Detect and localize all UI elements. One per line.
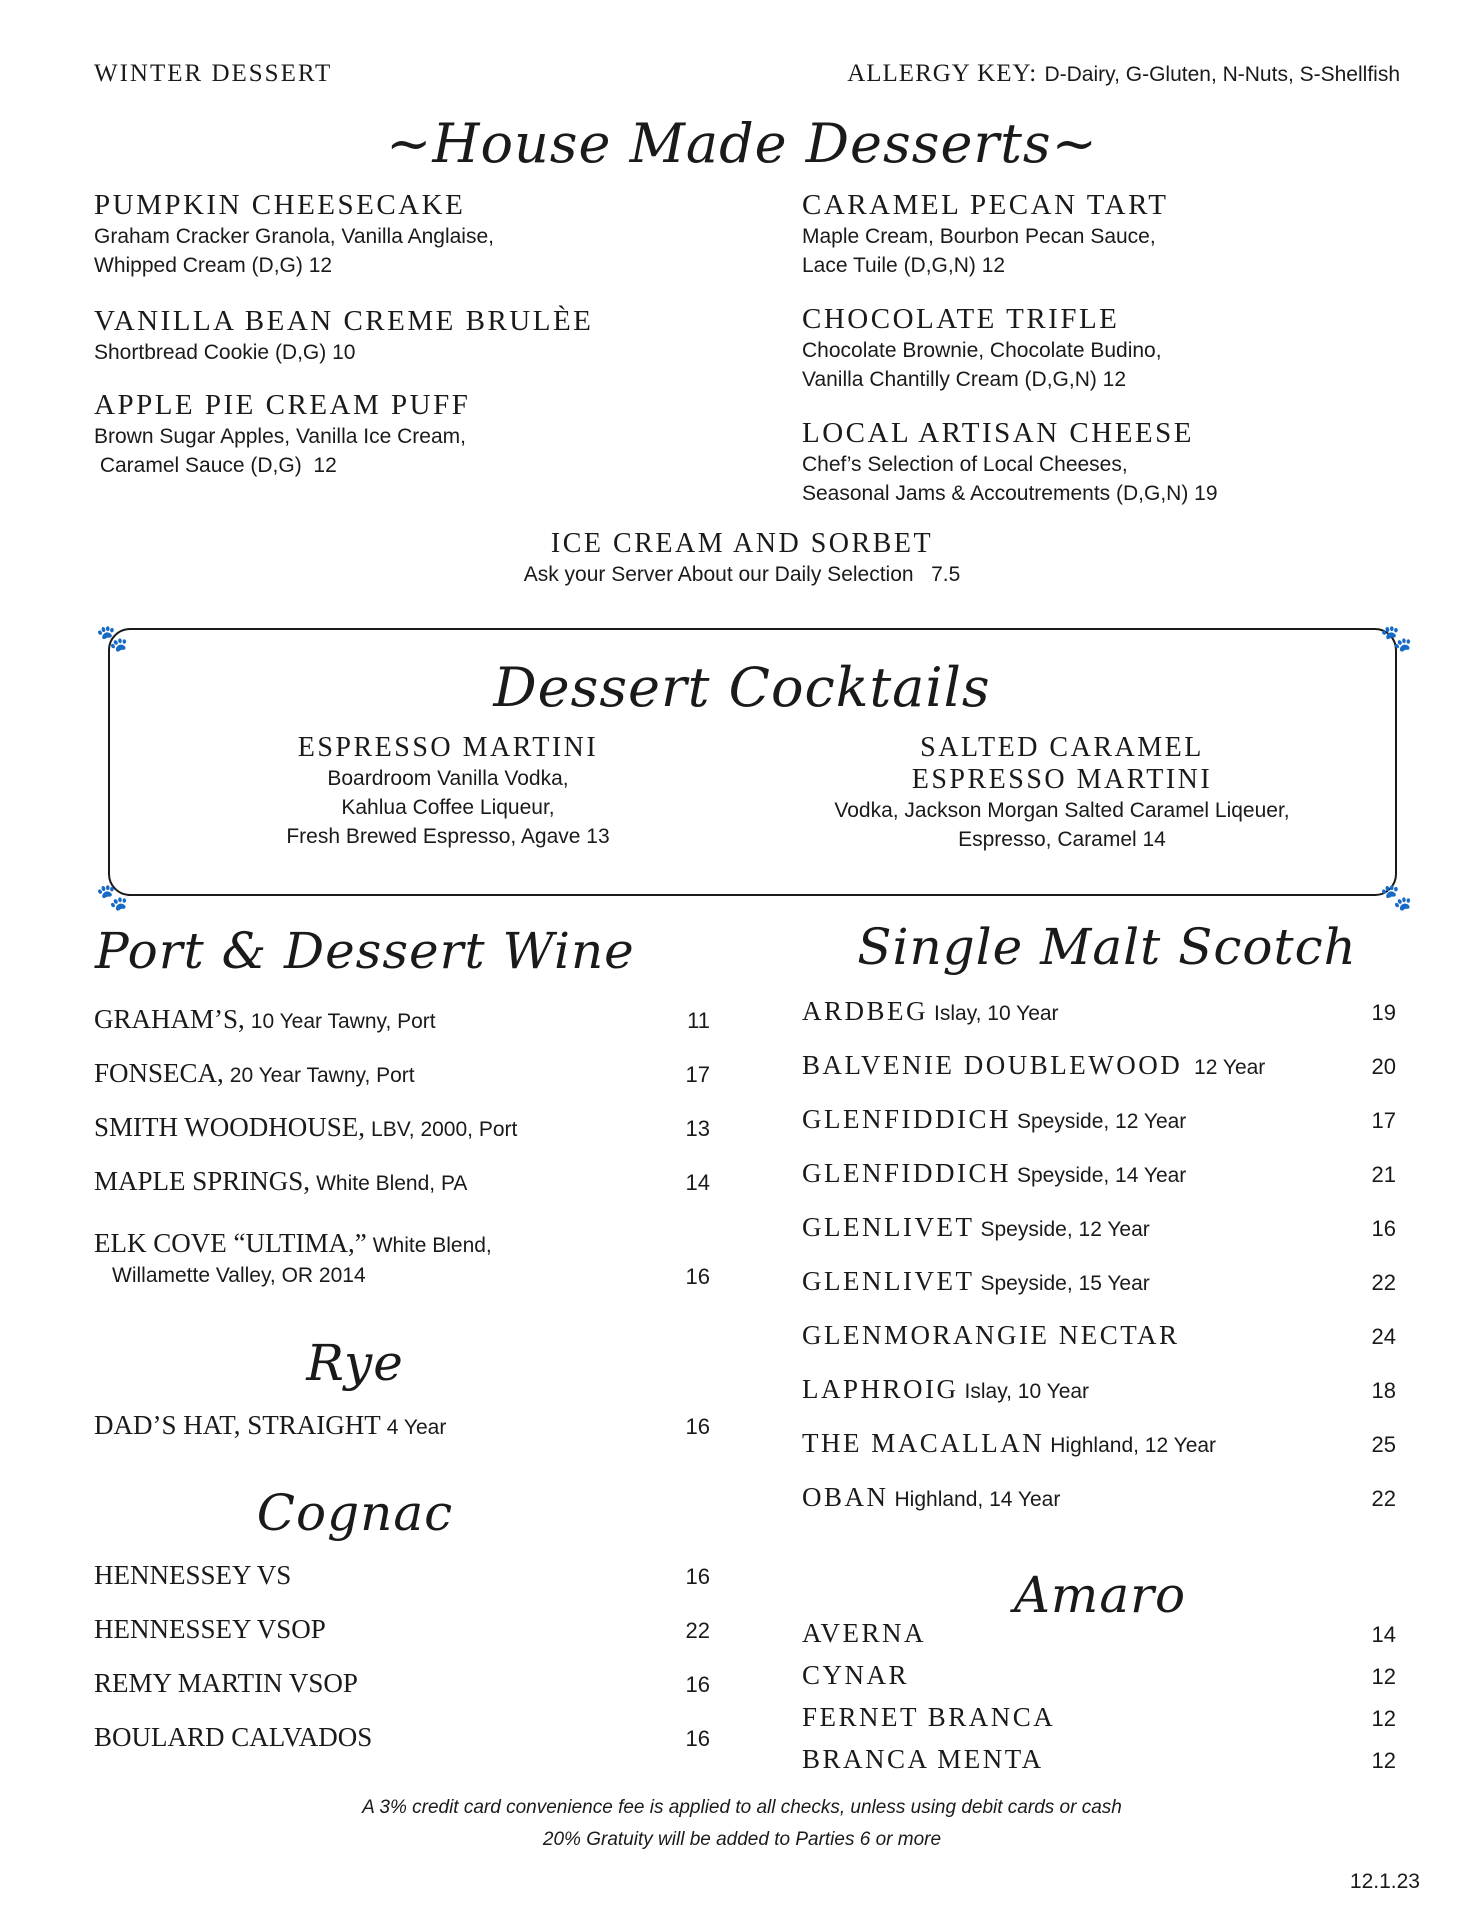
dessert-item bbox=[94, 388, 654, 480]
dessert-name: CHOCOLATE TRIFLE bbox=[802, 303, 1120, 335]
drink-name: DAD’S HAT, STRAIGHT bbox=[94, 1410, 381, 1440]
drink-desc: 10 Year Tawny, Port bbox=[250, 1010, 436, 1033]
ice-cream-sorbet-item bbox=[0, 528, 1484, 589]
drink-name: BALVENIE DOUBLEWOOD bbox=[802, 1050, 1183, 1080]
list-item bbox=[94, 1058, 415, 1089]
drink-price: 22 bbox=[1371, 1270, 1396, 1295]
cocktail-desc: Fresh Brewed Espresso, Agave 13 bbox=[286, 825, 610, 848]
cocktail-name: ESPRESSO MARTINI bbox=[911, 764, 1213, 795]
dessert-desc: Graham Cracker Granola, Vanilla Anglaise, bbox=[94, 225, 494, 248]
drink-name: BRANCA MENTA bbox=[802, 1744, 1044, 1774]
drink-name: OBAN bbox=[802, 1482, 889, 1512]
dessert-desc: Shortbread Cookie (D,G) 10 bbox=[94, 341, 356, 364]
dessert-cocktails-title: Dessert Cocktails bbox=[493, 656, 991, 719]
list-item bbox=[802, 1660, 909, 1691]
dessert-item bbox=[94, 188, 654, 280]
dessert-desc: Vanilla Chantilly Cream (D,G,N) 12 bbox=[802, 368, 1127, 391]
drink-price: 22 bbox=[685, 1618, 710, 1643]
drink-price: 16 bbox=[685, 1672, 710, 1697]
drink-price: 11 bbox=[687, 1008, 710, 1033]
gratuity-note: 20% Gratuity will be added to Parties 6 or more bbox=[542, 1829, 942, 1850]
dessert-item bbox=[802, 188, 1362, 280]
drink-price: 12 bbox=[1371, 1664, 1396, 1689]
drink-price: 21 bbox=[1371, 1162, 1396, 1187]
cocktail-item bbox=[772, 732, 1352, 854]
menu-season-title: WINTER DESSERT bbox=[94, 60, 333, 87]
drink-desc: 4 Year bbox=[386, 1416, 447, 1439]
dessert-name: LOCAL ARTISAN CHEESE bbox=[802, 417, 1194, 449]
cocktail-name: SALTED CARAMEL bbox=[920, 732, 1204, 763]
dessert-desc: Brown Sugar Apples, Vanilla Ice Cream, bbox=[94, 425, 466, 448]
dessert-desc: Seasonal Jams & Accoutrements (D,G,N) 19 bbox=[802, 482, 1218, 505]
drink-name: LAPHROIG bbox=[802, 1374, 959, 1404]
list-item bbox=[802, 1744, 1044, 1775]
drink-desc: Willamette Valley, OR 2014 bbox=[112, 1264, 366, 1287]
dessert-name: APPLE PIE CREAM PUFF bbox=[94, 389, 471, 421]
drink-desc: Speyside, 15 Year bbox=[980, 1272, 1150, 1295]
dessert-desc: Caramel Sauce (D,G) 12 bbox=[94, 454, 337, 477]
drink-desc: Speyside, 12 Year bbox=[980, 1218, 1150, 1241]
list-item bbox=[802, 1482, 1060, 1513]
amaro-title: Amaro bbox=[1013, 1566, 1187, 1624]
drink-name: GLENFIDDICH bbox=[802, 1104, 1011, 1134]
drink-name: FERNET BRANCA bbox=[802, 1702, 1056, 1732]
drink-desc: Highland, 12 Year bbox=[1050, 1434, 1217, 1457]
dessert-name: PUMPKIN CHEESECAKE bbox=[94, 189, 466, 221]
dessert-item bbox=[94, 304, 654, 367]
list-item bbox=[802, 1104, 1186, 1135]
cocktail-desc: Boardroom Vanilla Vodka, bbox=[327, 767, 569, 790]
list-item bbox=[802, 1618, 926, 1649]
cocktail-desc: Espresso, Caramel 14 bbox=[958, 828, 1166, 851]
list-item bbox=[94, 1614, 326, 1645]
list-item bbox=[94, 1668, 358, 1699]
list-item bbox=[802, 1320, 1180, 1351]
drink-name: HENNESSEY VS bbox=[94, 1560, 292, 1590]
dessert-name: ICE CREAM AND SORBET bbox=[550, 528, 934, 559]
drink-price: 16 bbox=[685, 1264, 710, 1289]
drink-name: HENNESSEY VSOP bbox=[94, 1614, 326, 1644]
list-item bbox=[802, 1702, 1055, 1733]
drink-desc: 12 Year bbox=[1188, 1056, 1266, 1079]
list-item bbox=[802, 1266, 1150, 1297]
cocktail-item bbox=[188, 732, 708, 851]
drink-desc: Speyside, 14 Year bbox=[1017, 1164, 1187, 1187]
drink-desc: Speyside, 12 Year bbox=[1017, 1110, 1187, 1133]
port-wine-title: Port & Dessert Wine bbox=[95, 922, 635, 980]
drink-price: 16 bbox=[685, 1414, 710, 1439]
menu-date: 12.1.23 bbox=[1349, 1870, 1420, 1893]
drink-desc: Islay, 10 Year bbox=[934, 1002, 1059, 1025]
list-item bbox=[94, 1112, 517, 1143]
rye-title: Rye bbox=[306, 1334, 404, 1392]
cognac-title: Cognac bbox=[256, 1484, 454, 1542]
cocktail-desc: Vodka, Jackson Morgan Salted Caramel Liqeuer, bbox=[834, 799, 1290, 822]
list-item bbox=[802, 1212, 1150, 1243]
drink-name: FONSECA, bbox=[94, 1058, 224, 1088]
drink-price: 20 bbox=[1371, 1054, 1396, 1079]
drink-name: GLENFIDDICH bbox=[802, 1158, 1011, 1188]
dessert-desc: Lace Tuile (D,G,N) 12 bbox=[802, 254, 1006, 277]
drink-name: AVERNA bbox=[802, 1618, 927, 1648]
cocktail-name: ESPRESSO MARTINI bbox=[297, 732, 599, 763]
dessert-item bbox=[802, 416, 1362, 508]
drink-desc: Islay, 10 Year bbox=[964, 1380, 1090, 1403]
drink-desc: White Blend, bbox=[372, 1234, 492, 1257]
drink-name: GLENLIVET bbox=[802, 1266, 975, 1296]
drink-price: 17 bbox=[685, 1062, 710, 1087]
paw-print-icon: 🐾 bbox=[1380, 882, 1413, 912]
drink-price: 17 bbox=[1371, 1108, 1396, 1133]
dessert-name: VANILLA BEAN CREME BRULÈE bbox=[94, 305, 594, 337]
drink-name: SMITH WOODHOUSE, bbox=[94, 1112, 366, 1142]
drink-price: 25 bbox=[1371, 1432, 1396, 1457]
list-item bbox=[94, 1410, 446, 1441]
list-item bbox=[802, 1428, 1216, 1459]
drink-name: CYNAR bbox=[802, 1660, 910, 1690]
drink-name: GLENLIVET bbox=[802, 1212, 975, 1242]
cocktail-desc: Kahlua Coffee Liqueur, bbox=[341, 796, 555, 819]
drink-price: 16 bbox=[685, 1726, 710, 1751]
drink-name: GLENMORANGIE NECTAR bbox=[802, 1320, 1180, 1350]
list-item bbox=[94, 1004, 436, 1035]
drink-price: 13 bbox=[685, 1116, 710, 1141]
allergy-key bbox=[847, 60, 1400, 88]
drink-price: 24 bbox=[1371, 1324, 1396, 1349]
list-item bbox=[94, 1228, 492, 1259]
drink-name: BOULARD CALVADOS bbox=[94, 1722, 373, 1752]
drink-price: 16 bbox=[1371, 1216, 1396, 1241]
drink-price: 12 bbox=[1371, 1748, 1396, 1773]
dessert-desc: Chef’s Selection of Local Cheeses, bbox=[802, 453, 1128, 476]
list-item bbox=[94, 1722, 372, 1753]
drink-price: 19 bbox=[1371, 1000, 1396, 1025]
drink-desc: LBV, 2000, Port bbox=[371, 1118, 518, 1141]
drink-desc: Highland, 14 Year bbox=[894, 1488, 1061, 1511]
drink-price: 12 bbox=[1371, 1706, 1396, 1731]
drink-price: 22 bbox=[1371, 1486, 1396, 1511]
dessert-desc: Ask your Server About our Daily Selection 7.5 bbox=[523, 563, 961, 586]
drink-desc: 20 Year Tawny, Port bbox=[229, 1064, 415, 1087]
drink-name: THE MACALLAN bbox=[802, 1428, 1045, 1458]
footer-note bbox=[0, 1792, 1484, 1856]
allergy-key-text: D-Dairy, G-Gluten, N-Nuts, S-Shellfish bbox=[1044, 63, 1400, 86]
dessert-desc: Whipped Cream (D,G) 12 bbox=[94, 254, 333, 277]
drink-name: MAPLE SPRINGS, bbox=[94, 1166, 311, 1196]
house-made-desserts-title: ~House Made Desserts~ bbox=[386, 112, 1098, 175]
drink-desc: White Blend, PA bbox=[316, 1172, 468, 1195]
drink-price: 14 bbox=[685, 1170, 710, 1195]
list-item bbox=[802, 996, 1059, 1027]
dessert-item bbox=[802, 302, 1362, 394]
dessert-desc: Chocolate Brownie, Chocolate Budino, bbox=[802, 339, 1162, 362]
list-item bbox=[802, 1374, 1089, 1405]
list-item bbox=[802, 1158, 1186, 1189]
paw-print-icon: 🐾 bbox=[96, 623, 129, 653]
drink-price: 16 bbox=[685, 1564, 710, 1589]
card-fee-note: A 3% credit card convenience fee is applied to all checks, unless using debit cards or cash bbox=[362, 1797, 1122, 1818]
drink-price: 14 bbox=[1371, 1622, 1396, 1647]
paw-print-icon: 🐾 bbox=[96, 882, 129, 912]
drink-name: ARDBEG bbox=[802, 996, 929, 1026]
allergy-key-label: ALLERGY KEY: bbox=[847, 60, 1038, 87]
drink-name: REMY MARTIN VSOP bbox=[94, 1668, 358, 1698]
dessert-desc: Maple Cream, Bourbon Pecan Sauce, bbox=[802, 225, 1156, 248]
list-item bbox=[94, 1560, 291, 1591]
drink-price: 18 bbox=[1371, 1378, 1396, 1403]
paw-print-icon: 🐾 bbox=[1380, 623, 1413, 653]
dessert-name: CARAMEL PECAN TART bbox=[802, 189, 1169, 221]
list-item bbox=[802, 1050, 1265, 1081]
list-item bbox=[94, 1166, 467, 1197]
drink-name: GRAHAM’S, bbox=[94, 1004, 245, 1034]
drink-name: ELK COVE “ULTIMA,” bbox=[94, 1228, 367, 1258]
scotch-title: Single Malt Scotch bbox=[857, 918, 1357, 976]
